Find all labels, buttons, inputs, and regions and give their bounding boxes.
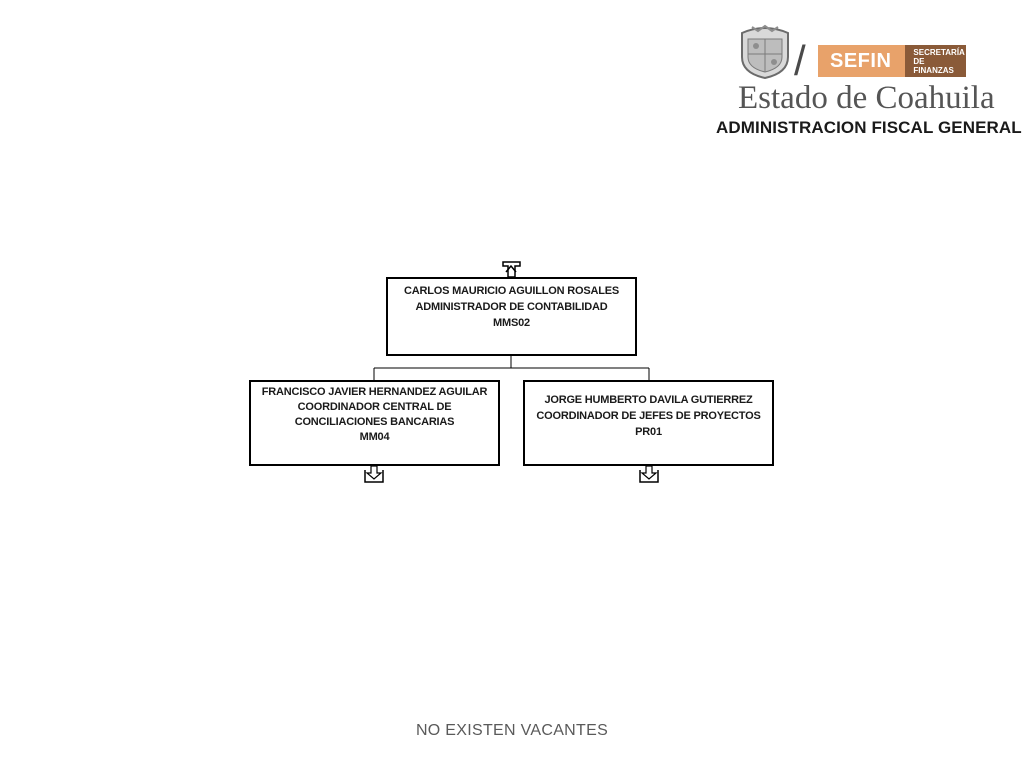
node-name: JORGE HUMBERTO DAVILA GUTIERREZ	[544, 394, 753, 406]
arrow-down-tray-icon	[365, 466, 383, 482]
node-position: COORDINADOR DE JEFES DE PROYECTOS	[536, 410, 761, 422]
node-name: FRANCISCO JAVIER HERNANDEZ AGUILAR	[261, 386, 488, 398]
sefin-label: SEFIN	[818, 45, 905, 77]
arrow-down-tray-icon	[640, 466, 658, 482]
node-code: MM04	[359, 431, 390, 443]
node-code: PR01	[635, 426, 662, 438]
node-code: MMS02	[493, 317, 530, 329]
agency-name: ADMINISTRACION FISCAL GENERAL	[716, 118, 1022, 137]
org-node-child-2	[523, 380, 774, 466]
org-node-child-1	[249, 380, 500, 466]
logo-divider-slash: /	[794, 37, 806, 84]
arrow-up-icon	[503, 262, 520, 277]
node-name: CARLOS MAURICIO AGUILLON ROSALES	[403, 285, 620, 297]
node-position: ADMINISTRADOR DE CONTABILIDAD	[415, 301, 608, 313]
state-name: Estado de Coahuila	[738, 80, 995, 116]
vacancies-note: NO EXISTEN VACANTES	[415, 722, 609, 739]
sefin-subtitle: SECRETARÍA DE FINANZAS	[913, 47, 965, 75]
node-position: COORDINADOR CENTRAL DE CONCILIACIONES BANCARIAS	[294, 401, 455, 428]
org-node-root	[386, 277, 637, 356]
